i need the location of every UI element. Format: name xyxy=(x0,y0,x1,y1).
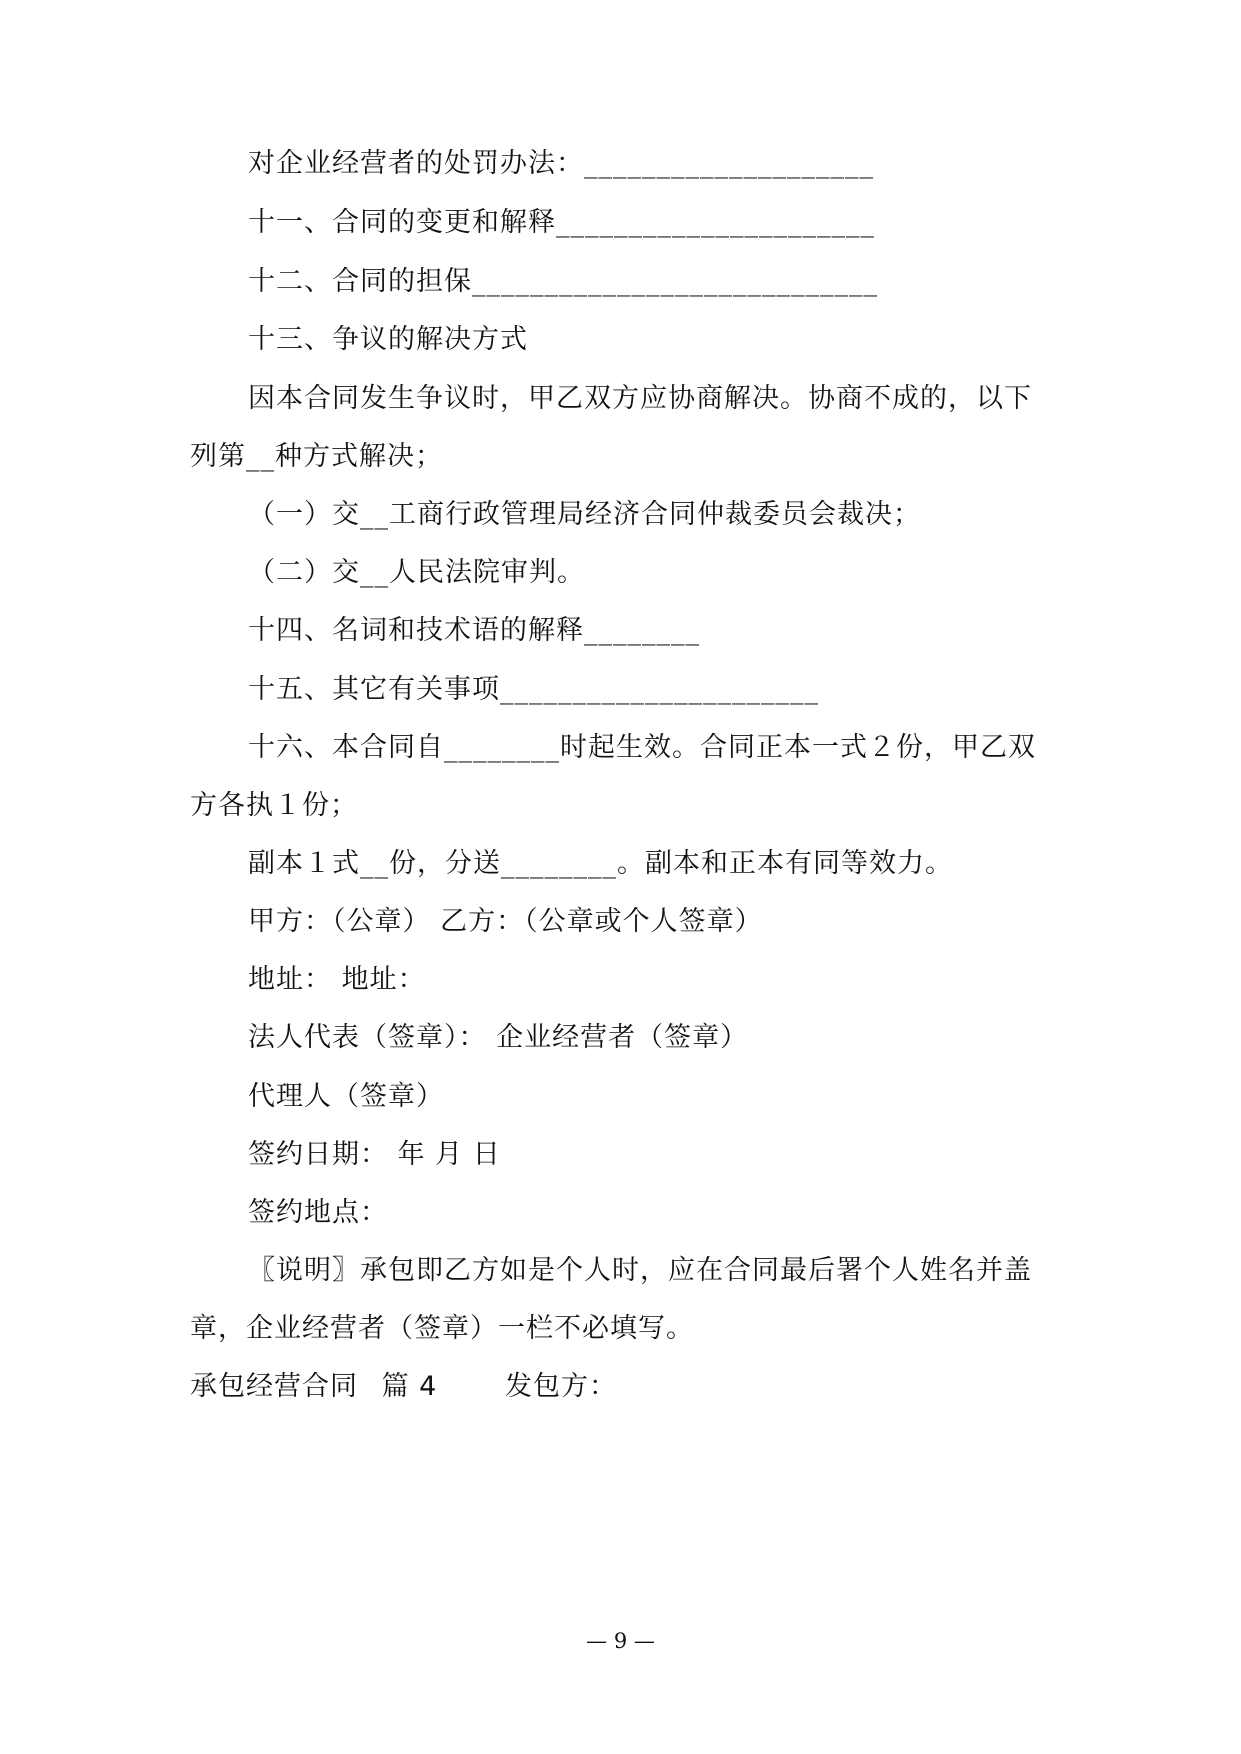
clause-12-line: 十二、合同的担保____________________________ xyxy=(248,266,878,297)
page-number: — 9 — xyxy=(586,1629,655,1653)
clause-14-line: 十四、名词和技术语的解释________ xyxy=(248,615,700,646)
legal-rep-line: 法人代表（签章）： 企业经营者（签章） xyxy=(248,1022,749,1053)
address-line: 地址： 地址： xyxy=(248,964,426,995)
clause-13-heading: 十三、争议的解决方式 xyxy=(248,324,528,355)
clause-15-line: 十五、其它有关事项______________________ xyxy=(248,674,819,705)
section-part: 篇 4 xyxy=(381,1371,438,1402)
clause-11-line: 十一、合同的变更和解释______________________ xyxy=(248,207,875,238)
penalty-method-line: 对企业经营者的处罚办法：____________________ xyxy=(248,148,874,179)
option-2-line: （二）交__人民法院审判。 xyxy=(248,557,585,588)
dispute-paragraph-line-2: 列第__种方式解决； xyxy=(190,441,443,472)
next-section-heading xyxy=(190,1367,1060,1407)
parties-seal-line: 甲方：（公章） 乙方：（公章或个人签章） xyxy=(248,906,763,937)
dispute-paragraph-line-1: 因本合同发生争议时，甲乙双方应协商解决。协商不成的，以下 xyxy=(248,383,1032,414)
option-1-line: （一）交__工商行政管理局经济合同仲裁委员会裁决； xyxy=(248,499,921,530)
clause-16-line-2: 方各执１份； xyxy=(190,790,358,821)
copies-line: 副本１式__份，分送________。副本和正本有同等效力。 xyxy=(248,848,953,879)
note-line-2: 章，企业经营者（签章）一栏不必填写。 xyxy=(190,1313,694,1344)
section-title: 承包经营合同 xyxy=(190,1371,358,1402)
clause-16-line-1: 十六、本合同自________时起生效。合同正本一式２份，甲乙双 xyxy=(248,732,1036,763)
section-party: 发包方： xyxy=(504,1371,617,1402)
signing-place-line: 签约地点： xyxy=(248,1197,388,1228)
note-line-1: 〖说明〗承包即乙方如是个人时，应在合同最后署个人姓名并盖 xyxy=(248,1255,1032,1286)
agent-line: 代理人（签章） xyxy=(248,1081,444,1112)
signing-date-line: 签约日期： 年 月 日 xyxy=(248,1139,501,1170)
